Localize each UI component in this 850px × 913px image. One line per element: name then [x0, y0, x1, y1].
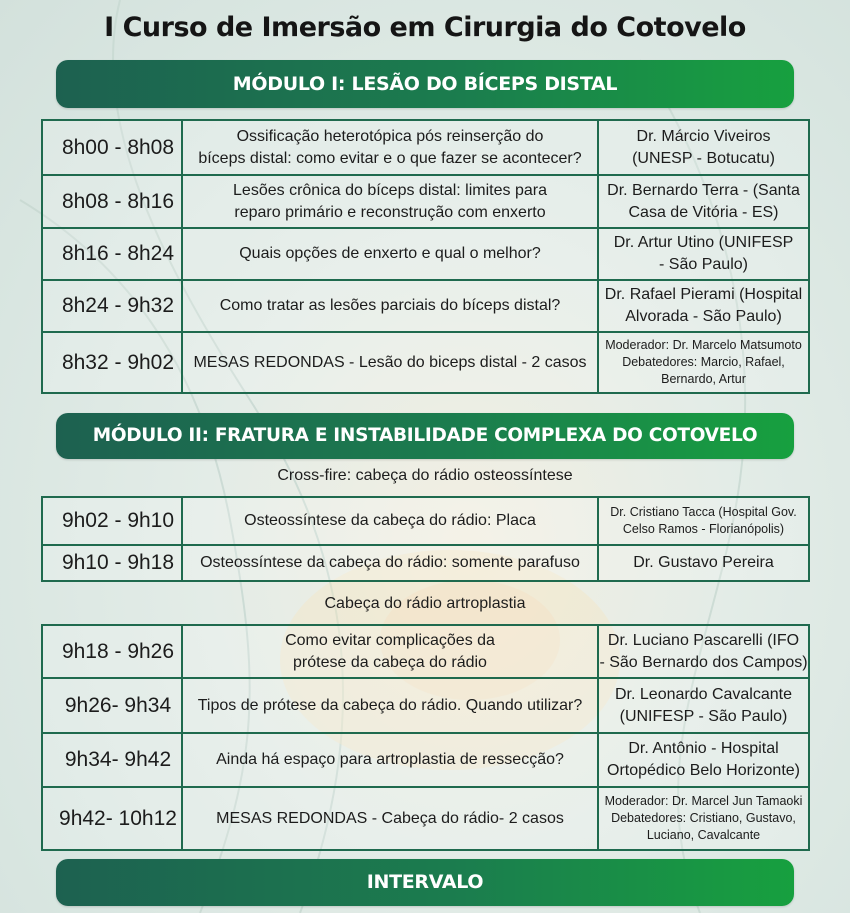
session-topic: MESAS REDONDAS - Cabeça do rádio- 2 casos — [182, 787, 598, 850]
session-topic: Tipos de prótese da cabeça do rádio. Quando utilizar? — [182, 678, 598, 733]
session-speaker: Dr. Antônio - Hospital Ortopédico Belo Horizonte) — [598, 733, 809, 787]
session-speaker: Dr. Márcio Viveiros (UNESP - Botucatu) — [598, 120, 809, 175]
session-time: 8h08 - 8h16 — [42, 175, 182, 228]
module-1-heading: MÓDULO I: LESÃO DO BÍCEPS DISTAL — [232, 73, 618, 95]
table-row — [42, 787, 809, 850]
table-row — [42, 228, 809, 280]
session-time: 9h02 - 9h10 — [42, 497, 182, 545]
session-topic: MESAS REDONDAS - Lesão do biceps distal - 2 casos — [182, 332, 598, 393]
table-row — [42, 545, 809, 581]
session-topic: Como tratar as lesões parciais do bíceps distal? — [182, 280, 598, 332]
session-topic: Ossificação heterotópica pós reinserção do bíceps distal: como evitar e o que fazer se acontecer? — [182, 120, 598, 175]
module-2-heading: MÓDULO II: FRATURA E INSTABILIDADE COMPLEXA DO COTOVELO — [92, 425, 758, 446]
session-time: 9h42- 10h12 — [42, 787, 182, 850]
page-title: I Curso de Imersão em Cirurgia do Cotovelo — [104, 12, 746, 43]
table-row — [42, 625, 809, 678]
session-time: 9h34- 9h42 — [42, 733, 182, 787]
session-topic: Lesões crônica do bíceps distal: limites para reparo primário e reconstrução com enxerto — [182, 175, 598, 228]
session-speaker: Dr. Luciano Pascarelli (IFO - São Bernardo dos Campos) — [598, 625, 809, 678]
section-crossfire-title: Cross-fire: cabeça do rádio osteossíntese — [277, 467, 573, 484]
session-topic: Osteossíntese da cabeça do rádio: Placa — [182, 497, 598, 545]
session-time: 8h16 - 8h24 — [42, 228, 182, 280]
module-2-banner — [56, 413, 794, 459]
table-row — [42, 280, 809, 332]
module-2-arthroplasty-table — [41, 624, 810, 851]
session-topic: Como evitar complicações da prótese da cabeça do rádio — [182, 625, 598, 678]
session-time: 8h24 - 9h32 — [42, 280, 182, 332]
session-time: 8h00 - 8h08 — [42, 120, 182, 175]
session-speaker: Moderador: Dr. Marcelo Matsumoto Debatedores: Marcio, Rafael, Bernardo, Artur — [598, 332, 809, 393]
session-time: 9h18 - 9h26 — [42, 625, 182, 678]
table-row — [42, 332, 809, 393]
session-topic: Ainda há espaço para artroplastia de ressecção? — [182, 733, 598, 787]
session-speaker: Dr. Artur Utino (UNIFESP - São Paulo) — [598, 228, 809, 280]
session-speaker: Dr. Bernardo Terra - (Santa Casa de Vitória - ES) — [598, 175, 809, 228]
session-speaker: Dr. Cristiano Tacca (Hospital Gov. Celso Ramos - Florianópolis) — [598, 497, 809, 545]
table-row — [42, 678, 809, 733]
session-topic: Osteossíntese da cabeça do rádio: somente parafuso — [182, 545, 598, 581]
table-row — [42, 733, 809, 787]
session-speaker: Dr. Rafael Pierami (Hospital Alvorada - São Paulo) — [598, 280, 809, 332]
module-1-schedule-table — [41, 119, 810, 394]
module-1-banner — [56, 60, 794, 108]
table-row — [42, 175, 809, 228]
table-row — [42, 497, 809, 545]
section-arthroplasty-title: Cabeça do rádio artroplastia — [324, 595, 526, 612]
session-time: 9h26- 9h34 — [42, 678, 182, 733]
session-speaker: Dr. Gustavo Pereira — [598, 545, 809, 581]
interval-label: INTERVALO — [366, 871, 484, 893]
session-speaker: Moderador: Dr. Marcel Jun Tamaoki Debatedores: Cristiano, Gustavo, Luciano, Cavalcante — [598, 787, 809, 850]
table-row — [42, 120, 809, 175]
session-topic: Quais opções de enxerto e qual o melhor? — [182, 228, 598, 280]
module-2-osteosynthesis-table — [41, 496, 810, 582]
interval-banner — [56, 859, 794, 906]
session-time: 8h32 - 9h02 — [42, 332, 182, 393]
session-speaker: Dr. Leonardo Cavalcante (UNIFESP - São Paulo) — [598, 678, 809, 733]
session-time: 9h10 - 9h18 — [42, 545, 182, 581]
